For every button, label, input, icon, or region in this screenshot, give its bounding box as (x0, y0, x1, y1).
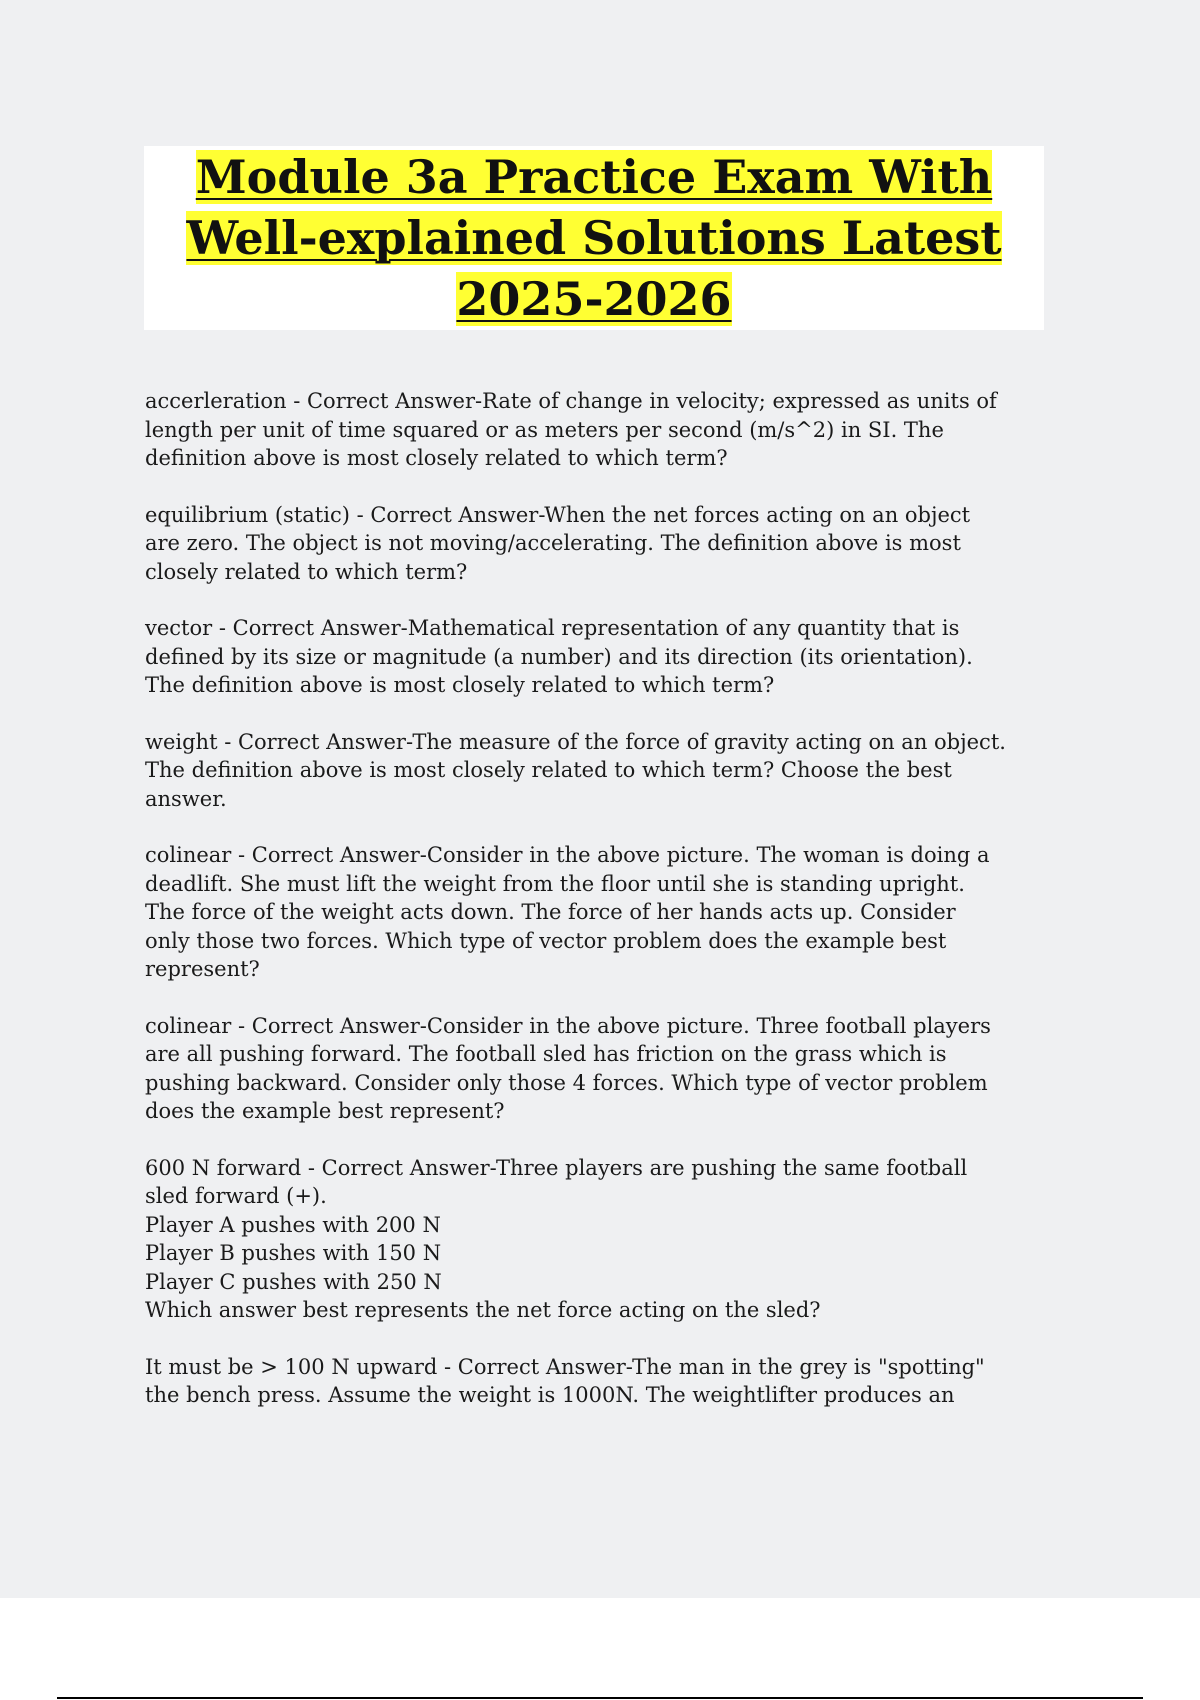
question-item (145, 841, 1095, 984)
question-text-line: The definition above is most closely related to which term? Choose the best (145, 758, 952, 782)
question-text-line: colinear - Correct Answer-Consider in the above picture. Three football players (145, 1013, 991, 1038)
question-text-line: vector - Correct Answer-Mathematical representation of any quantity that is (145, 616, 960, 640)
question-text-line: accerleration - Correct Answer-Rate of change in velocity; expressed as units of (145, 389, 997, 413)
title-line-1 (144, 146, 1044, 208)
question-text-line: weight - Correct Answer-The measure of the force of gravity acting on an object. (145, 729, 1006, 754)
question-text-line: definition above is most closely related to which term? (145, 446, 728, 470)
question-item (145, 501, 1095, 587)
question-text-line: are zero. The object is not moving/accelerating. The definition above is most (145, 531, 961, 555)
question-text-line: Player B pushes with 150 N (145, 1241, 442, 1265)
question-text-line: Which answer best represents the net force acting on the sled? (145, 1298, 821, 1322)
question-text-line: 600 N forward - Correct Answer-Three players are pushing the same football (145, 1155, 968, 1180)
question-text-line: closely related to which term? (145, 559, 468, 584)
title-line-3 (144, 269, 1044, 330)
question-text-line: length per unit of time squared or as meters per second (m/s^2) in SI. The (145, 417, 944, 442)
question-list (145, 387, 1095, 1438)
footer-rule (57, 1697, 1143, 1699)
question-text-line: only those two forces. Which type of vector problem does the example best (145, 928, 947, 953)
question-text-line: colinear - Correct Answer-Consider in the above picture. The woman is doing a (145, 843, 990, 867)
question-text-line: defined by its size or magnitude (a number) and its direction (its orientation). (145, 644, 973, 669)
question-item (145, 1154, 1095, 1325)
question-item (145, 387, 1095, 473)
question-item (145, 1353, 1095, 1410)
question-text-line: does the example best represent? (145, 1099, 505, 1123)
question-text-line: pushing backward. Consider only those 4 forces. Which type of vector problem (145, 1070, 988, 1095)
question-text-line: The definition above is most closely related to which term? (145, 673, 775, 697)
question-text-line: The force of the weight acts down. The force of her hands acts up. Consider (145, 900, 956, 924)
question-item (145, 614, 1095, 700)
title-block (144, 146, 1044, 330)
question-text-line: It must be > 100 N upward - Correct Answer-The man in the grey is "spotting" (145, 1354, 985, 1379)
question-item (145, 728, 1095, 814)
question-text-line: sled forward (+). (145, 1184, 327, 1208)
question-text-line: answer. (145, 786, 227, 811)
question-text-line: equilibrium (static) - Correct Answer-When the net forces acting on an object (145, 502, 971, 527)
title-line-3-text: 2025-2026 (456, 272, 732, 326)
question-item (145, 1012, 1095, 1126)
title-line-2 (144, 208, 1044, 269)
question-text-line: are all pushing forward. The football sled has friction on the grass which is (145, 1042, 947, 1066)
question-text-line: deadlift. She must lift the weight from the floor until she is standing upright. (145, 871, 965, 896)
question-text-line: the bench press. Assume the weight is 1000N. The weightlifter produces an (145, 1383, 955, 1407)
title-line-1-text: Module 3a Practice Exam With (195, 150, 993, 204)
question-text-line: represent? (145, 957, 260, 981)
question-text-line: Player A pushes with 200 N (145, 1212, 441, 1237)
title-line-2-text: Well-explained Solutions Latest (186, 211, 1002, 265)
question-text-line: Player C pushes with 250 N (145, 1269, 442, 1294)
